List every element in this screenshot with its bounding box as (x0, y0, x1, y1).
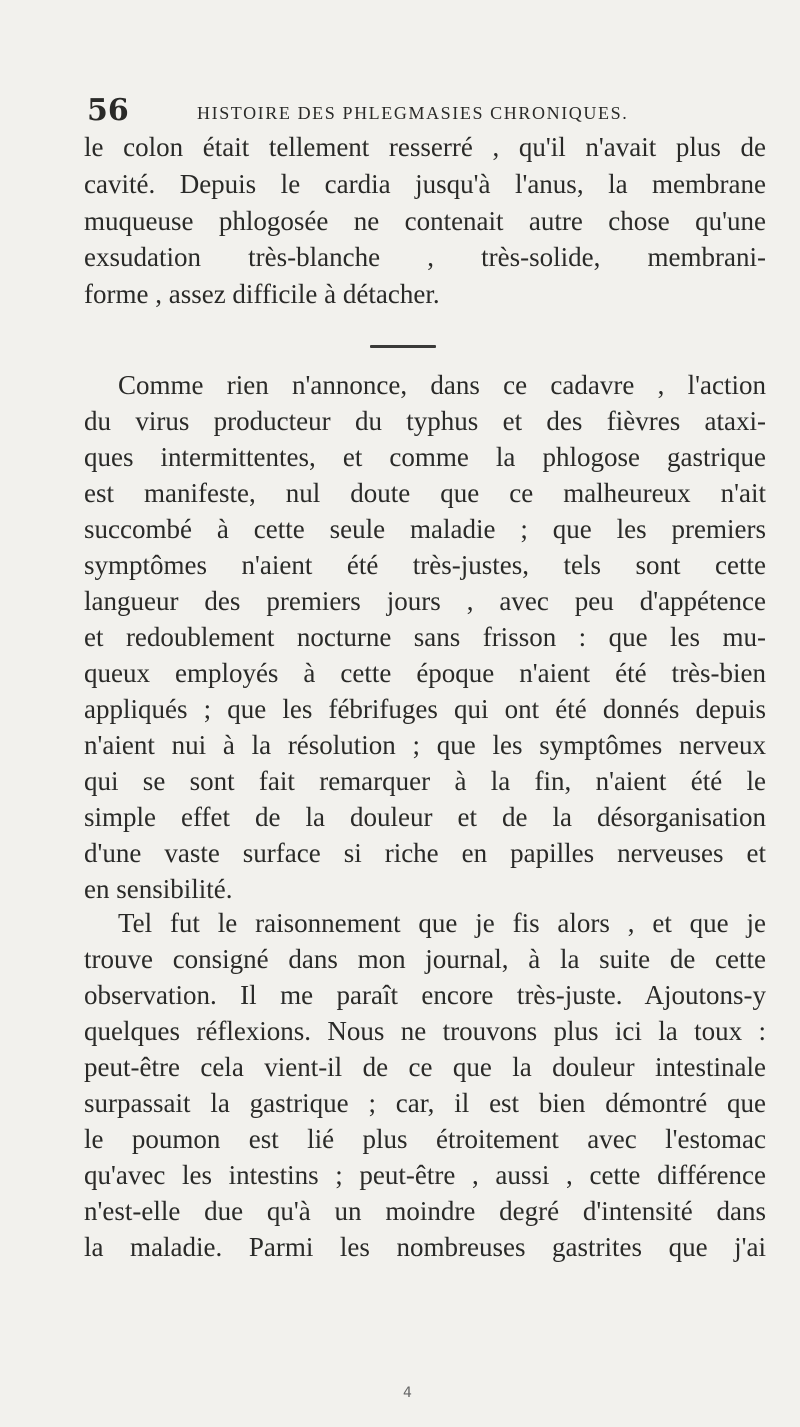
text-line: le colon était tellement resserré , qu'il n'avait plus de (84, 132, 766, 162)
text-line: peut-être cela vient-il de ce que la douleur intestinale (84, 1052, 766, 1082)
text-line: langueur des premiers jours , avec peu d'appétence (84, 586, 766, 616)
text-line: exsudation très-blanche , très-solide, membrani- (84, 242, 766, 272)
text-line: la maladie. Parmi les nombreuses gastrites que j'ai (84, 1232, 766, 1262)
text-line: simple effet de la douleur et de la désorganisation (84, 802, 766, 832)
text-line: qui se sont fait remarquer à la fin, n'aient été le (84, 766, 766, 796)
page-header (87, 93, 767, 128)
text-line: forme , assez difficile à détacher. (84, 279, 440, 309)
text-line: succombé à cette seule maladie ; que les premiers (84, 514, 766, 544)
text-line: Tel fut le raisonnement que je fis alors , et que je (118, 908, 766, 938)
text-line: observation. Il me paraît encore très-juste. Ajoutons-y (84, 980, 766, 1010)
text-line: queux employés à cette époque n'aient été très-bien (84, 658, 766, 688)
text-line: cavité. Depuis le cardia jusqu'à l'anus, la membrane (84, 169, 766, 199)
text-line: et redoublement nocturne sans frisson : que les mu- (84, 622, 766, 652)
section-divider (370, 345, 436, 348)
text-line: ques intermittentes, et comme la phlogose gastrique (84, 442, 766, 472)
signature-mark: 4 (403, 1385, 412, 1401)
text-line: d'une vaste surface si riche en papilles nerveuses et (84, 838, 766, 868)
text-line: en sensibilité. (84, 874, 233, 904)
text-line: trouve consigné dans mon journal, à la suite de cette (84, 944, 766, 974)
text-line: le poumon est lié plus étroitement avec l'estomac (84, 1124, 766, 1154)
text-line: qu'avec les intestins ; peut-être , aussi , cette différence (84, 1160, 766, 1190)
text-line: appliqués ; que les fébrifuges qui ont été donnés depuis (84, 694, 766, 724)
text-line: n'aient nui à la résolution ; que les symptômes nerveux (84, 730, 766, 760)
text-line: surpassait la gastrique ; car, il est bien démontré que (84, 1088, 766, 1118)
text-line: muqueuse phlogosée ne contenait autre chose qu'une (84, 206, 766, 236)
running-title: HISTOIRE DES PHLEGMASIES CHRONIQUES. (197, 103, 629, 123)
text-line: n'est-elle due qu'à un moindre degré d'intensité dans (84, 1196, 766, 1226)
text-line: Comme rien n'annonce, dans ce cadavre , l'action (118, 370, 766, 400)
text-line: du virus producteur du typhus et des fièvres ataxi- (84, 406, 766, 436)
text-line: quelques réflexions. Nous ne trouvons plus ici la toux : (84, 1016, 766, 1046)
page-number: 56 (87, 93, 129, 128)
text-line: est manifeste, nul doute que ce malheureux n'ait (84, 478, 766, 508)
text-line: symptômes n'aient été très-justes, tels sont cette (84, 550, 766, 580)
